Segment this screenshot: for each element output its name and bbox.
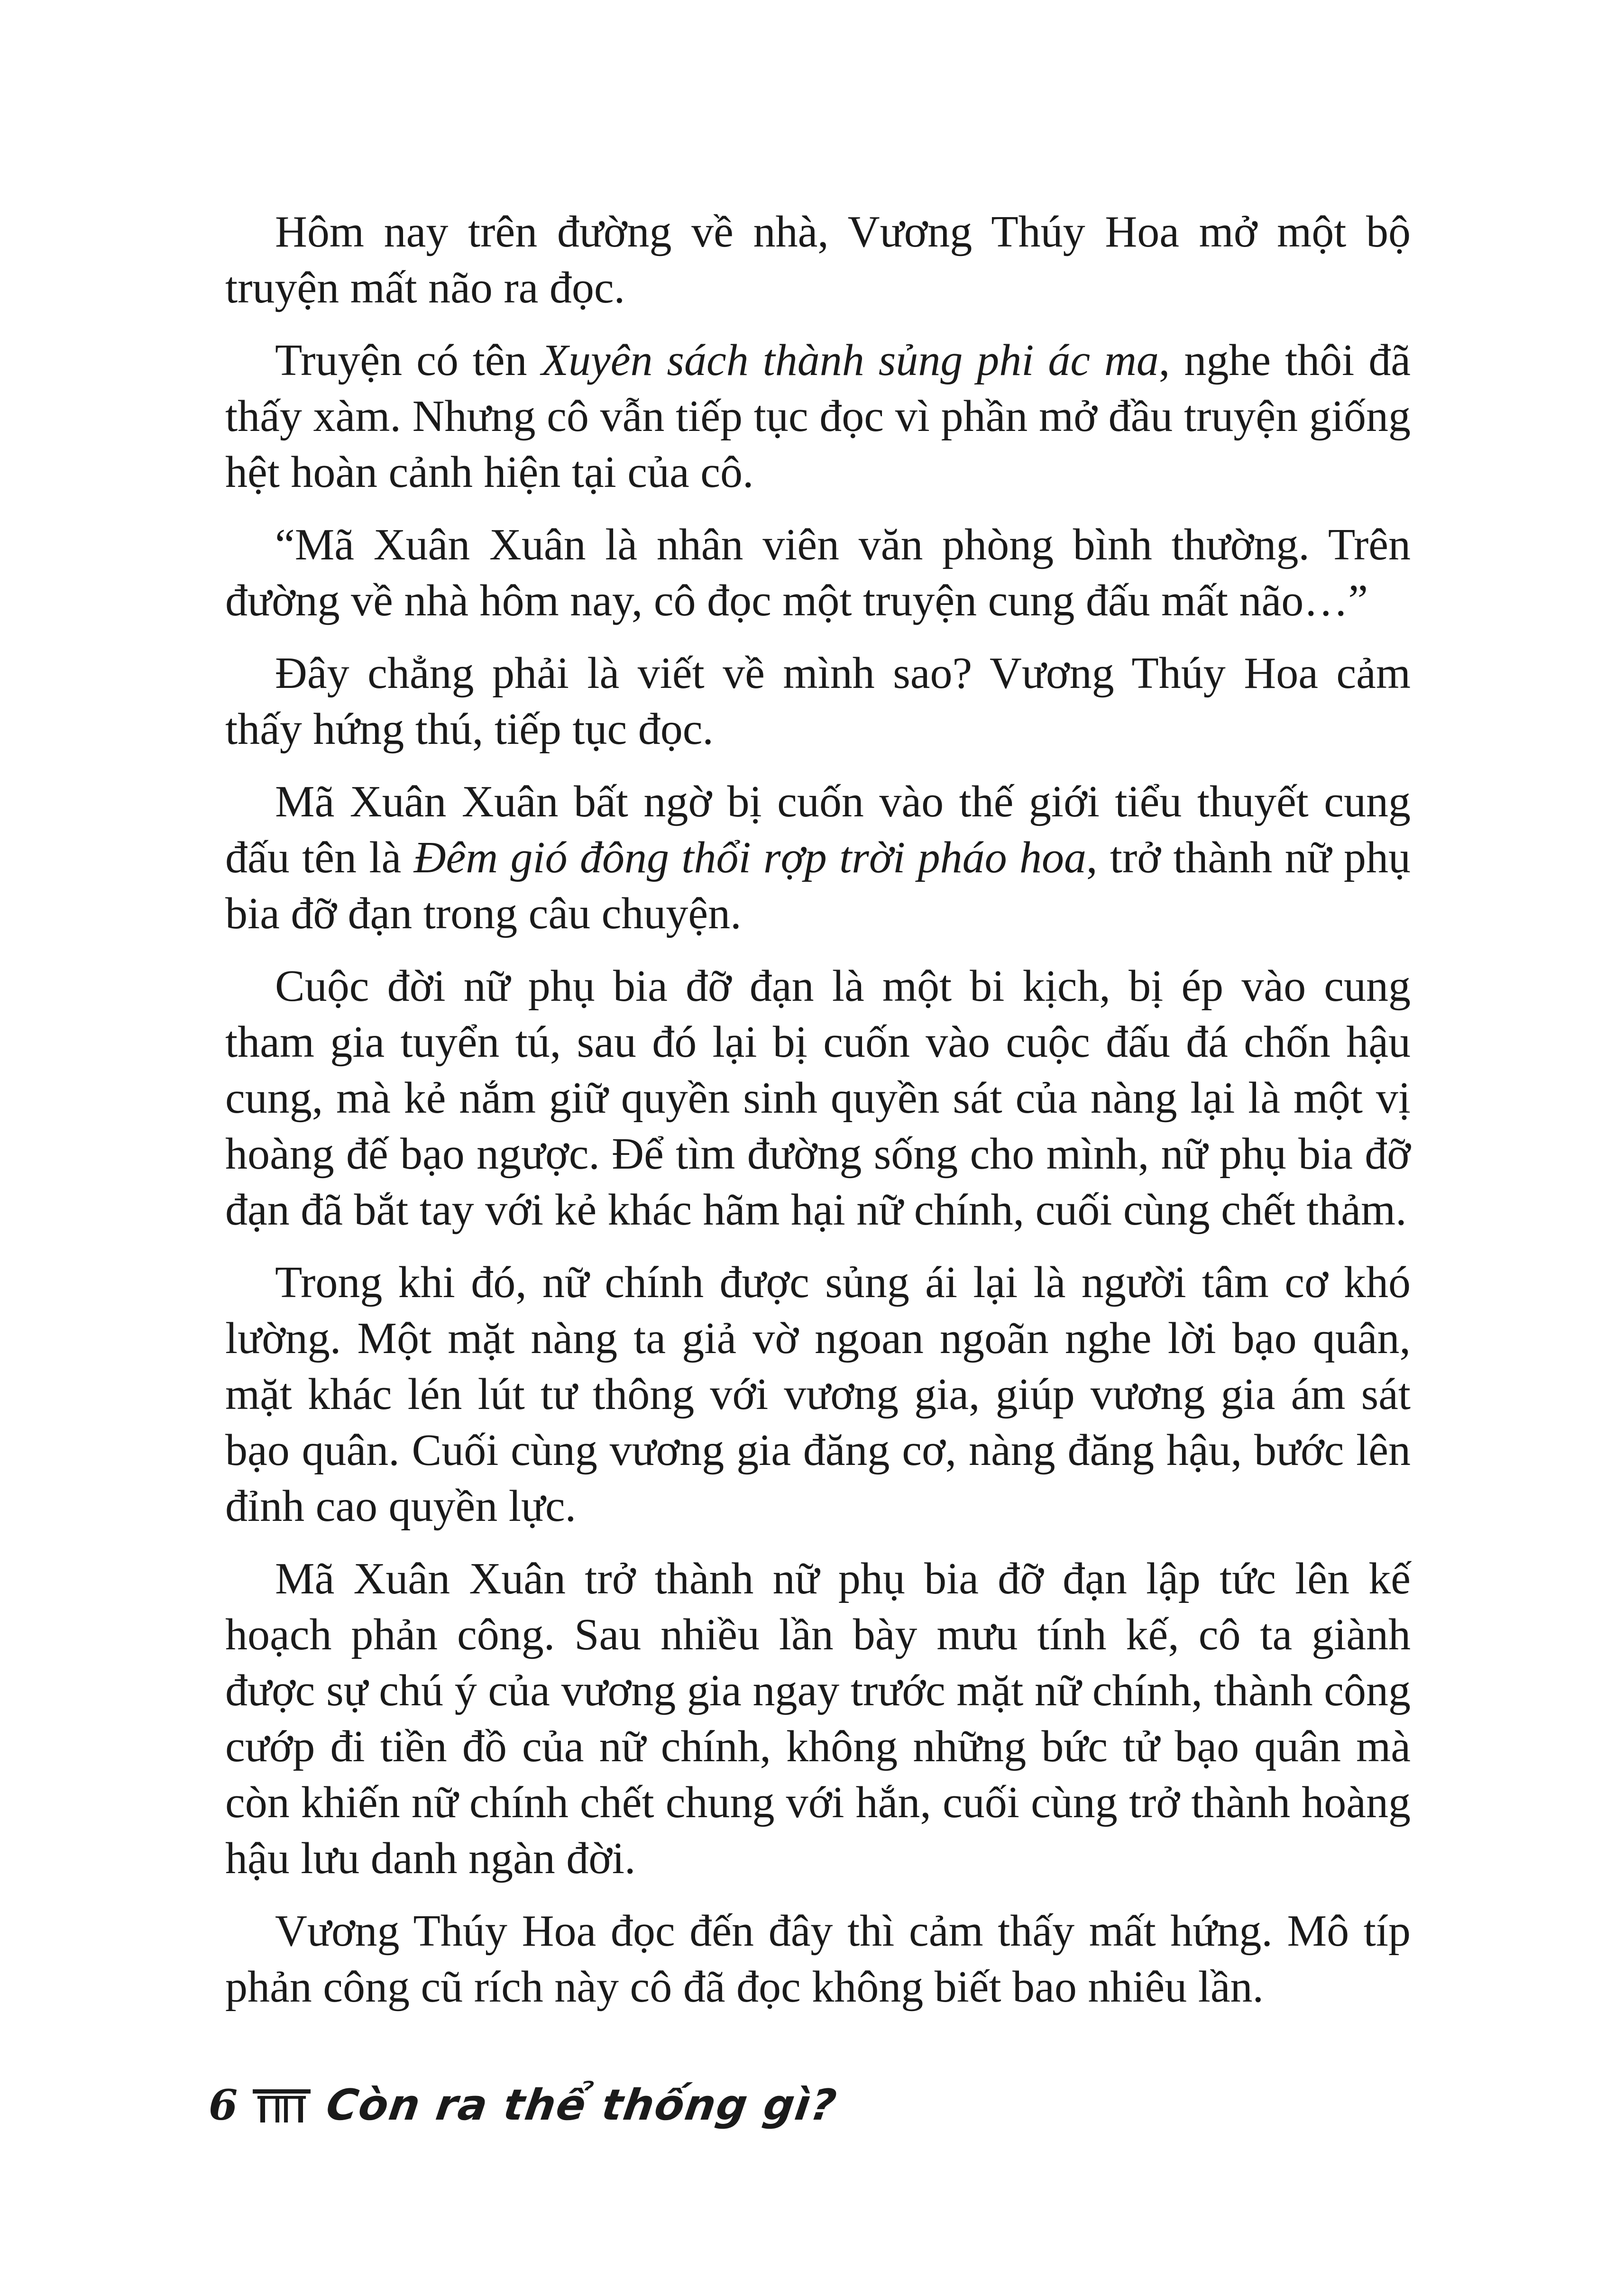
page-number: 6 — [209, 2080, 238, 2130]
book-series-title: Còn ra thể thống gì? — [323, 2080, 841, 2130]
page-footer — [209, 2076, 841, 2133]
paragraph-2-before: Truyện có tên — [275, 336, 541, 385]
book-title-italic-1: Xuyên sách thành sủng phi ác ma — [541, 336, 1159, 385]
paragraph-2-after: , nghe thôi đã thấy xàm. Nhưng cô vẫn tiếp tục đọc vì phần mở đầu truyện giống hệt hoàn cảnh hiện tại của cô. — [225, 336, 1411, 497]
paragraph-7: Trong khi đó, nữ chính được sủng ái lại là người tâm cơ khó lường. Một mặt nàng ta giả vờ ngoan ngoãn nghe lời bạo quân, mặt khác lén lút tư thông với vương gia, giúp vương gia ám sát bạo quân. Cuối cùng vương gia đăng cơ, nàng đăng hậu, bước lên đỉnh cao quyền lực. — [225, 1258, 1411, 1531]
book-title-italic-2: Đêm gió đông thổi rợp trời pháo hoa — [413, 833, 1086, 882]
body-text — [225, 204, 1411, 2031]
paragraph-9: Vương Thúy Hoa đọc đến đây thì cảm thấy mất hứng. Mô típ phản công cũ rích này cô đã đọc không biết bao nhiêu lần. — [225, 1906, 1411, 2012]
paragraph-1: Hôm nay trên đường về nhà, Vương Thúy Hoa mở một bộ truyện mất não ra đọc. — [225, 207, 1411, 312]
paragraph-2 — [225, 332, 1411, 500]
paragraph-8: Mã Xuân Xuân trở thành nữ phụ bia đỡ đạn lập tức lên kế hoạch phản công. Sau nhiều lần bày mưu tính kế, cô ta giành được sự chú ý của vương gia ngay trước mặt nữ chính, thành công cướp đi tiền đồ của nữ chính, không những bức tử bạo quân mà còn khiến nữ chính chết chung với hắn, cuối cùng trở thành hoàng hậu lưu danh ngàn đời. — [225, 1554, 1411, 1883]
paragraph-5-after: , trở thành nữ phụ bia đỡ đạn trong câu chuyện. — [225, 833, 1411, 938]
paragraph-3: “Mã Xuân Xuân là nhân viên văn phòng bình thường. Trên đường về nhà hôm nay, cô đọc một truyện cung đấu mất não…” — [225, 520, 1411, 625]
paragraph-5 — [225, 774, 1411, 942]
gate-icon — [251, 2086, 312, 2123]
paragraph-4: Đây chẳng phải là viết về mình sao? Vương Thúy Hoa cảm thấy hứng thú, tiếp tục đọc. — [225, 649, 1411, 754]
paragraph-5-before: Mã Xuân Xuân bất ngờ bị cuốn vào thế giới tiểu thuyết cung đấu tên là — [225, 777, 1411, 882]
paragraph-6: Cuộc đời nữ phụ bia đỡ đạn là một bi kịch, bị ép vào cung tham gia tuyển tú, sau đó lại bị cuốn vào cuộc đấu đá chốn hậu cung, mà kẻ nắm giữ quyền sinh quyền sát của nàng lại là một vị hoàng đế bạo ngược. Để tìm đường sống cho mình, nữ phụ bia đỡ đạn đã bắt tay với kẻ khác hãm hại nữ chính, cuối cùng chết thảm. — [225, 961, 1411, 1235]
